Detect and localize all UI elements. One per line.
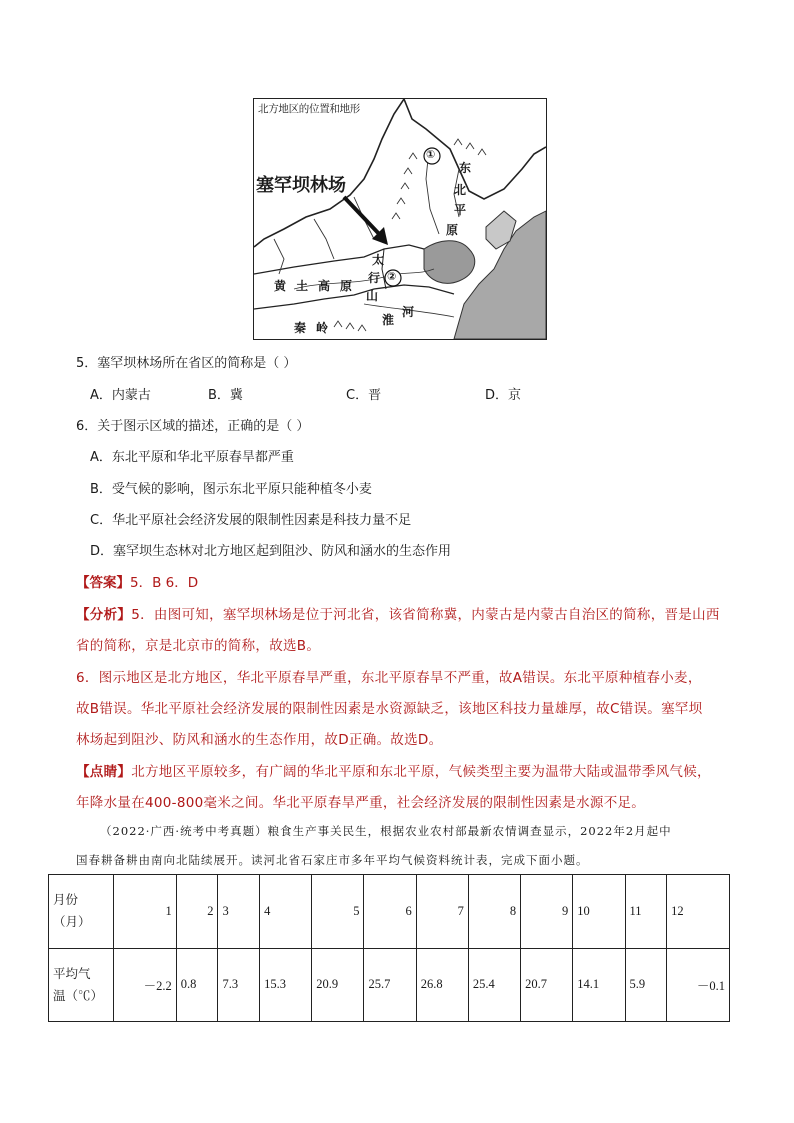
- month-header-line-2: （月）: [53, 915, 91, 930]
- analysis-text-1: 5．由图可知，塞罕坝林场是位于河北省，该省简称冀，内蒙古是内蒙古自治区的简称，晋是山西: [131, 607, 720, 623]
- analysis-line-1: [76, 603, 720, 623]
- temperature-row: [49, 948, 730, 1022]
- q5-option-a: A．内蒙古: [90, 388, 151, 403]
- climate-table: [48, 874, 730, 1022]
- label-ping: 平: [454, 203, 467, 217]
- tip-line-1: [76, 760, 711, 780]
- label-tai: 太: [372, 253, 385, 267]
- label-gao: 高: [318, 279, 331, 293]
- answer-line: [76, 571, 198, 591]
- label-tu: 土: [296, 279, 309, 293]
- q6-option-c: C．华北平原社会经济发展的限制性因素是科技力量不足: [90, 513, 412, 528]
- label-huai: 淮: [382, 313, 395, 327]
- label-dong: 东: [459, 161, 472, 175]
- north-region-map: [253, 98, 547, 340]
- answer-tag: 【答案】: [76, 575, 130, 591]
- analysis-line-3: 6．图示地区是北方地区，华北平原春旱严重，东北平原春旱不严重，故A错误。东北平原种植春小麦，: [76, 670, 702, 686]
- temp-cell: 7.3: [218, 948, 260, 1022]
- month-cell: 10: [573, 875, 625, 949]
- month-cell: 9: [521, 875, 573, 949]
- label-ling: 岭: [316, 321, 329, 335]
- tip-tag: 【点睛】: [76, 764, 132, 780]
- temperature-header-line-2: 温（℃）: [53, 988, 104, 1003]
- month-cell: 11: [625, 875, 667, 949]
- intro-line-2: 国春耕备耕由南向北陆续展开。读河北省石家庄市多年平均气候资料统计表，完成下面小题。: [76, 853, 589, 867]
- temp-cell: 25.4: [468, 948, 520, 1022]
- q6-option-b: B．受气候的影响，图示东北平原只能种植冬小麦: [90, 482, 372, 497]
- map-title: 北方地区的位置和地形: [258, 103, 360, 115]
- temp-cell: 20.9: [312, 948, 364, 1022]
- month-row: [49, 875, 730, 949]
- analysis-line-2: 省的简称，京是北京市的简称，故选B。: [76, 638, 321, 654]
- label-he: 河: [402, 305, 415, 319]
- analysis-tag: 【分析】: [76, 607, 132, 623]
- label-hang: 行: [368, 271, 381, 285]
- q5-option-d: D．京: [485, 388, 522, 403]
- tip-line-2: 年降水量在400-800毫米之间。华北平原春旱严重，社会经济发展的限制性因素是水源不足。: [76, 795, 646, 811]
- month-cell: 2: [176, 875, 218, 949]
- label-bei: 北: [454, 183, 467, 197]
- month-header: [49, 875, 114, 949]
- q6-option-d: D．塞罕坝生态林对北方地区起到阻沙、防风和涵水的生态作用: [90, 544, 452, 559]
- q5-option-b: B．冀: [208, 388, 243, 403]
- month-header-line-1: 月份: [53, 893, 79, 908]
- month-cell: 1: [114, 875, 177, 949]
- tip-text-1: 北方地区平原较多，有广阔的华北平原和东北平原，气候类型主要为温带大陆或温带季风气候，: [131, 764, 711, 780]
- temp-cell: 25.7: [364, 948, 416, 1022]
- forest-label: 塞罕坝林场: [256, 175, 346, 196]
- map-drawing: [254, 99, 546, 339]
- month-cell: 5: [312, 875, 364, 949]
- analysis-line-4: 故B错误。华北平原社会经济发展的限制性因素是水资源缺乏，该地区科技力量雄厚，故C错误。塞罕坝: [76, 701, 703, 717]
- temp-cell: 26.8: [416, 948, 468, 1022]
- analysis-line-5: 林场起到阻沙、防风和涵水的生态作用，故D正确。故选D。: [76, 732, 443, 748]
- temp-cell: －0.1: [667, 948, 730, 1022]
- month-cell: 8: [468, 875, 520, 949]
- q6-option-a: A．东北平原和华北平原春旱都严重: [90, 450, 294, 465]
- month-cell: 3: [218, 875, 260, 949]
- temp-cell: 0.8: [176, 948, 218, 1022]
- month-cell: 6: [364, 875, 416, 949]
- intro-line-1: （2022·广西·统考中考真题）粮食生产事关民生，根据农业农村部最新农情调查显示，2022年2月起中: [100, 824, 672, 838]
- q5-option-c: C．晋: [346, 388, 382, 403]
- temp-cell: 20.7: [521, 948, 573, 1022]
- month-cell: 7: [416, 875, 468, 949]
- temp-cell: －2.2: [114, 948, 177, 1022]
- circle-2-label: ②: [387, 270, 397, 283]
- temperature-header-line-1: 平均气: [53, 966, 91, 981]
- label-yuan: 原: [446, 223, 459, 237]
- q5-stem: 5．塞罕坝林场所在省区的简称是（ ）: [76, 356, 297, 371]
- month-cell: 12: [667, 875, 730, 949]
- temp-cell: 14.1: [573, 948, 625, 1022]
- temperature-header: [49, 948, 114, 1022]
- q6-stem: 6．关于图示区域的描述，正确的是（ ）: [76, 419, 310, 434]
- month-cell: 4: [260, 875, 312, 949]
- label-yuan2: 原: [340, 279, 353, 293]
- temp-cell: 15.3: [260, 948, 312, 1022]
- circle-1-label: ①: [426, 148, 436, 161]
- answer-text: 5．B 6．D: [130, 575, 199, 591]
- label-shan: 山: [366, 289, 379, 303]
- label-qin: 秦: [294, 321, 307, 335]
- label-huang: 黄: [274, 279, 287, 293]
- temp-cell: 5.9: [625, 948, 667, 1022]
